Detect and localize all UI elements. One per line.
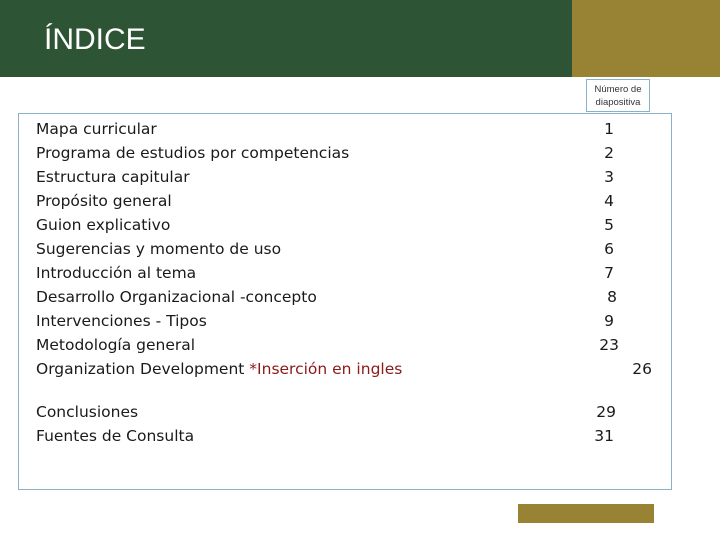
index-item-label [36, 357, 402, 381]
slide-number: 26 [632, 360, 652, 378]
slide-number: 4 [604, 192, 614, 210]
slide-number-column-header: Número de diapositiva [586, 79, 650, 112]
slide-number: 6 [604, 240, 614, 258]
index-item-label: Programa de estudios por competencias [36, 144, 350, 162]
index-item-label: Metodología general [36, 336, 196, 354]
page-title: ÍNDICE [44, 23, 146, 56]
slide-number: 29 [596, 403, 616, 421]
index-item-label: Estructura capitular [36, 168, 190, 186]
index-item-label: Introducción al tema [36, 264, 197, 282]
slide-number: 7 [604, 264, 614, 282]
index-item-label: Conclusiones [36, 403, 139, 421]
index-item-label: Mapa curricular [36, 120, 157, 138]
slide-number: 2 [604, 144, 614, 162]
slide-number: 5 [604, 216, 614, 234]
slide-number: 31 [594, 427, 614, 445]
footer-accent-bar [518, 504, 654, 523]
accent-block [572, 0, 720, 77]
slide-number: 1 [604, 120, 614, 138]
insertion-note: *Inserción en ingles [249, 360, 403, 378]
slide-number: 8 [607, 288, 617, 306]
index-item-label: Fuentes de Consulta [36, 427, 195, 445]
index-item-label: Guion explicativo [36, 216, 171, 234]
slide-number: 9 [604, 312, 614, 330]
index-item-label: Desarrollo Organizacional -concepto [36, 288, 317, 306]
index-item-label: Sugerencias y momento de uso [36, 240, 282, 258]
index-item-text: Organization Development [36, 360, 250, 378]
index-item-label: Propósito general [36, 192, 172, 210]
index-item-label: Intervenciones - Tipos [36, 312, 207, 330]
slide-number: 23 [599, 336, 619, 354]
slide-number: 3 [604, 168, 614, 186]
